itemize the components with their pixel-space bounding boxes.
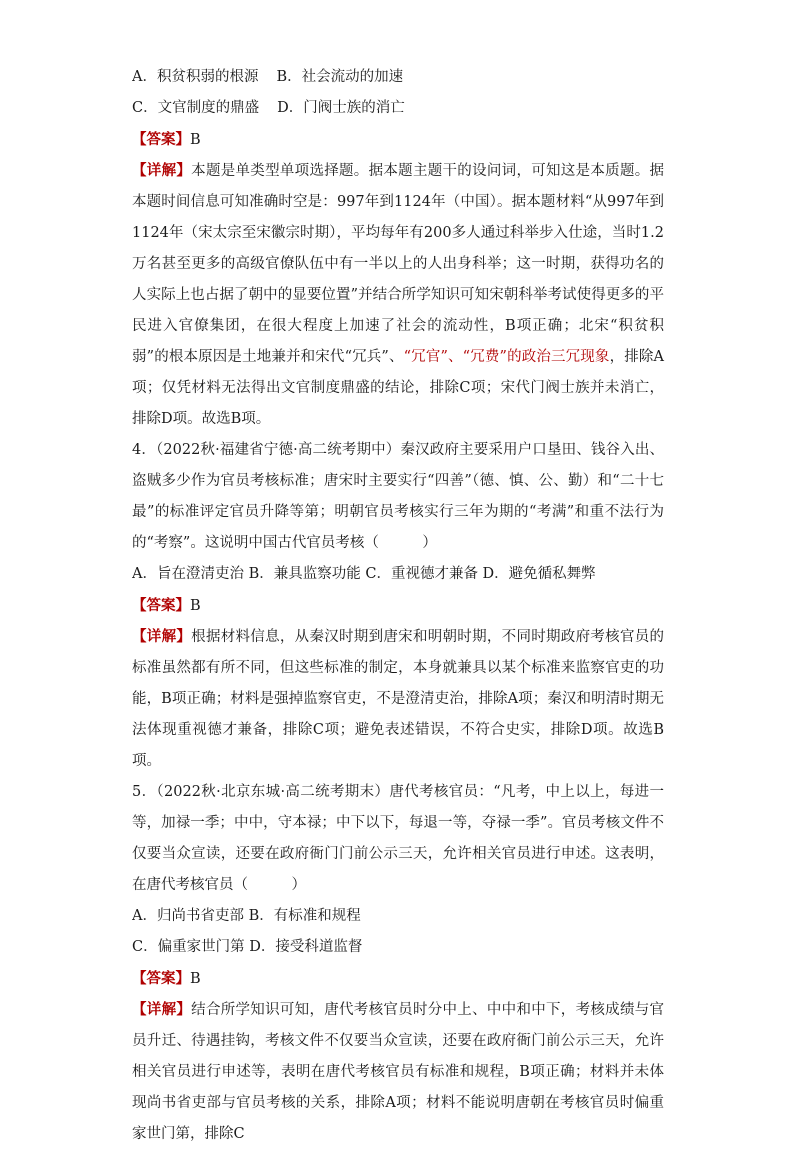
q3-detail [132, 155, 664, 435]
q5-options-row2: C．偏重家世门第 D．接受科道监督 [132, 939, 363, 955]
detail-tag: 【详解】 [132, 1001, 192, 1018]
q3-detail-text-b: ，排除A项；仅凭材料无法得出文官制度鼎盛的结论，排除C项；宋代门阀士族并未消亡，排除D项。故选B项。 [132, 349, 664, 427]
q3-option-d: D．门阀士族的消亡 [277, 100, 405, 116]
q4-detail [132, 621, 664, 777]
answer-value: B [190, 971, 201, 987]
answer-tag: 【答案】 [132, 970, 190, 987]
q3-option-b: B．社会流动的加速 [276, 69, 404, 85]
q5-detail [132, 994, 664, 1150]
detail-tag: 【详解】 [132, 162, 192, 179]
q3-detail-highlight: “冗官”、“冗费”的政治三冗现象 [403, 349, 610, 365]
q5-stem: 5．（2022秋·北京东城·高二统考期末）唐代考核官员：“凡考，中上以上，每进一等，加禄一季；中中，守本禄；中下以下，每退一等，夺禄一季”。官员考核文件不仅要当众宣读，还要在政府衙门门前公示三天，允许相关官员进行申述。这表明，在唐代考核官员（ ） [132, 784, 664, 893]
q5-answer [132, 963, 664, 994]
q3-detail-text-a: 本题是单类型单项选择题。据本题主题干的设问词，可知这是本质题。据本题时间信息可知准确时空是：997年到1124年（中国）。据本题材料“从997年到1124年（宋太宗至宋徽宗时期），平均每年有200多人通过科举步入仕途，当时1.2万名甚至更多的高级官僚队伍中有一半以上的人出身科举；这一时期，获得功名的人实际上也占据了朝中的显要位置”并结合所学知识可知宋朝科举考试使得更多的平民进入官僚集团，在很大程度上加速了社会的流动性，B项正确；北宋“积贫积弱”的根本原因是土地兼并和宋代“冗兵”、 [132, 163, 665, 365]
q5-detail-text: 结合所学知识可知，唐代考核官员时分中上、中中和中下，考核成绩与官员升迁、待遇挂钩，考核文件不仅要当众宣读，还要在政府衙门前公示三天，允许相关官员进行申述等，表明在唐代考核官员有标准和规程，B项正确；材料并未体现尚书省吏部与官员考核的关系，排除A项；材料不能说明唐朝在考核官员时偏重家世门第，排除C [132, 1002, 665, 1142]
answer-value: B [190, 598, 201, 614]
q3-answer [132, 124, 664, 155]
q3-options-row2 [132, 93, 664, 124]
answer-value: B [190, 132, 201, 148]
q4-answer [132, 590, 664, 621]
q4-stem: 4．（2022秋·福建省宁德·高二统考期中）秦汉政府主要采用户口垦田、钱谷入出、盗贼多少作为官员考核标准；唐宋时主要实行“四善”（德、慎、公、勤）和“二十七最”的标准评定官员升降等第；明朝官员考核实行三年为期的“考满”和重不法行为的“考察”。这说明中国古代官员考核（ ） [132, 442, 664, 551]
document-page [132, 62, 664, 1150]
q5-options-row1: A．归尚书省吏部 B．有标准和规程 [132, 908, 361, 924]
answer-tag: 【答案】 [132, 131, 190, 148]
q3-options-row1 [132, 62, 664, 93]
answer-tag: 【答案】 [132, 597, 190, 614]
q3-option-c: C．文官制度的鼎盛 [132, 100, 260, 116]
q4-detail-text: 根据材料信息，从秦汉时期到唐宋和明朝时期，不同时期政府考核官员的标准虽然都有所不同，但这些标准的制定，本身就兼具以某个标准来监察官吏的功能，B项正确；材料是强掉监察官吏，不是澄清吏治，排除A项；秦汉和明清时期无法体现重视德才兼备，排除C项；避免表述错误，不符合史实，排除D项。故选B项。 [132, 629, 665, 769]
detail-tag: 【详解】 [132, 628, 192, 645]
q4-options: A．旨在澄清吏治 B．兼具监察功能 C．重视德才兼备 D．避免循私舞弊 [132, 566, 596, 582]
q3-option-a: A．积贫积弱的根源 [132, 69, 259, 85]
